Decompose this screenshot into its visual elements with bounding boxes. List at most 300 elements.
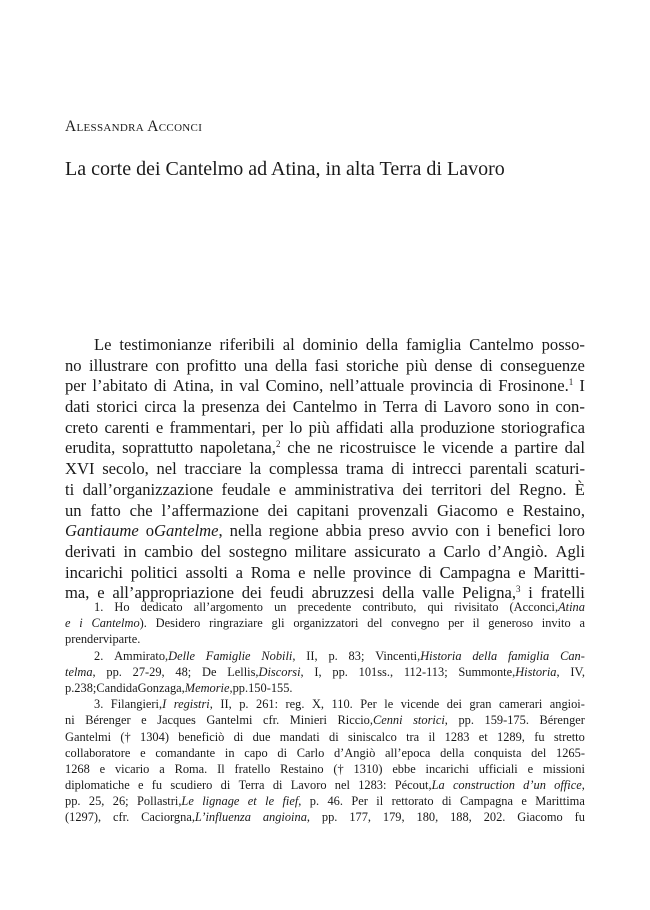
word: creto <box>65 417 99 437</box>
word: Cantelmo <box>292 397 358 417</box>
word: p. <box>309 794 320 809</box>
word: Cantelmo <box>469 335 534 354</box>
word: dei <box>402 479 423 499</box>
word: soprattutto <box>122 438 194 458</box>
word: 1289, <box>497 729 525 744</box>
word: 48; <box>175 664 192 679</box>
word: Ho <box>114 600 130 614</box>
word: della <box>472 648 498 663</box>
word: di <box>424 397 438 417</box>
body-line <box>65 335 585 356</box>
word: II, <box>220 697 232 712</box>
word: Filangieri,I <box>110 697 167 712</box>
word: reg. <box>285 697 305 712</box>
word: derivati <box>65 541 116 561</box>
word: 202. <box>483 810 506 825</box>
word: dal <box>564 438 585 458</box>
word: per <box>65 376 87 396</box>
body-line <box>65 542 585 563</box>
word: fasi <box>314 355 339 375</box>
word: p. <box>239 697 249 712</box>
word: di <box>277 745 288 760</box>
word: I <box>579 376 585 396</box>
word: dei <box>267 500 288 520</box>
word: e <box>278 479 287 499</box>
word: napoletana,$^2$ <box>199 438 281 458</box>
word: scudiero <box>170 778 213 793</box>
word: (Acconci,Atina <box>509 600 585 614</box>
word: 1. <box>94 600 104 614</box>
word: Terra <box>383 397 418 417</box>
word: partire <box>514 438 558 458</box>
word: a <box>579 616 585 631</box>
word: e <box>137 778 144 793</box>
word: ma, <box>65 583 90 603</box>
word: fief, <box>282 794 302 809</box>
word: gran <box>469 697 492 712</box>
word: e <box>521 794 527 809</box>
word: diplomatiche <box>65 778 130 793</box>
word: dense <box>434 355 473 375</box>
word: Roma <box>250 562 291 582</box>
word: Bérenger <box>85 713 131 728</box>
word: 188, <box>450 810 472 825</box>
footnote-line <box>65 761 585 777</box>
word: incarichi <box>65 562 124 582</box>
word: illustrare <box>88 355 148 375</box>
body-line <box>65 459 585 480</box>
word: i <box>528 583 533 603</box>
word: pp. <box>65 794 81 809</box>
word: II, <box>306 648 318 663</box>
word: office, <box>554 778 585 793</box>
word: Per <box>351 794 368 809</box>
word: 261: <box>256 697 279 712</box>
word: produzione <box>420 417 495 437</box>
word: ufficiali <box>478 761 518 776</box>
word: regione <box>268 521 319 541</box>
word: trama <box>345 459 384 479</box>
word: 27-29, <box>132 664 165 679</box>
word: nell’attuale <box>329 376 405 396</box>
word: Can- <box>560 648 585 663</box>
word: lignage <box>202 794 240 809</box>
word: alla <box>389 417 414 437</box>
word: IV, <box>570 664 585 679</box>
word: nel <box>156 459 177 479</box>
word: rettorato <box>391 794 434 809</box>
word: invito <box>541 616 571 631</box>
word: d’Angiò. <box>488 541 548 561</box>
word: a <box>159 761 165 776</box>
word: convegno <box>391 616 440 631</box>
word: 112-113; <box>403 664 448 679</box>
word: organizzatori <box>293 616 359 631</box>
footnote-line <box>65 745 585 761</box>
word: le <box>423 438 435 458</box>
word: profitto <box>186 355 237 375</box>
word: 3. <box>94 697 104 712</box>
body-line <box>65 501 585 522</box>
word: generoso <box>488 616 534 631</box>
word: nel <box>334 778 350 793</box>
word: con <box>155 355 180 375</box>
body-line <box>65 438 585 459</box>
word: ti <box>65 479 75 499</box>
word: e <box>97 583 105 603</box>
word: di <box>329 729 339 744</box>
word: erudita, <box>65 438 116 458</box>
word: Carlo <box>296 745 325 760</box>
word: (1297), <box>65 810 102 825</box>
footnotes <box>65 599 585 826</box>
word: dedicato <box>140 600 183 614</box>
word: a <box>500 438 508 458</box>
word: e <box>518 562 526 582</box>
word: Campagna <box>439 562 511 582</box>
word: incarichi <box>425 761 469 776</box>
body-line <box>65 418 585 439</box>
word: frammentari, <box>169 417 256 437</box>
word: Comino, <box>265 376 324 396</box>
word: Bérenger <box>539 713 585 728</box>
footnote-line <box>65 680 585 696</box>
word: politici <box>130 562 178 582</box>
word: ni <box>65 713 75 728</box>
word: d’un <box>523 778 546 793</box>
word: di <box>153 376 167 396</box>
word: qui <box>427 600 444 614</box>
word: lo <box>289 417 303 437</box>
word: e <box>298 562 306 582</box>
footnote-line <box>65 777 585 793</box>
word: pp. <box>332 664 348 679</box>
word: affidati <box>336 417 384 437</box>
word: che <box>287 438 311 458</box>
footnote-marker: 3 <box>516 584 521 595</box>
body-line <box>65 521 585 542</box>
word: 46. <box>327 794 343 809</box>
word: camerari <box>498 697 543 712</box>
word: 1310) <box>353 761 383 776</box>
body-line <box>65 376 585 397</box>
word: famiglia <box>507 648 550 663</box>
body-line <box>65 356 585 377</box>
word: per <box>261 417 284 437</box>
word: in <box>123 541 137 561</box>
word: vicende <box>400 697 440 712</box>
word: Jacques <box>157 713 196 728</box>
word: in <box>363 397 377 417</box>
word: ebbe <box>392 761 416 776</box>
word: Per <box>360 697 377 712</box>
word: missioni <box>542 761 585 776</box>
word: amministrativa <box>294 479 395 499</box>
word: 238; <box>74 680 97 695</box>
word: 159-175. <box>484 713 529 728</box>
word: I, <box>314 664 322 679</box>
word: assicurato <box>354 541 421 561</box>
word: storiche <box>346 355 399 375</box>
word: famiglia <box>405 335 462 354</box>
footnote-line <box>65 648 585 664</box>
word: conseguenze <box>500 355 585 375</box>
word: Gantelmi <box>65 729 112 744</box>
word: 150-155. <box>248 680 293 695</box>
word: storici <box>96 397 138 417</box>
word: e <box>65 616 71 631</box>
footnote-line <box>65 729 585 745</box>
word: abruzzesi <box>311 583 375 603</box>
word: 180, <box>416 810 439 825</box>
word: Desidero <box>155 616 201 631</box>
word: contributo, <box>362 600 417 614</box>
word: Regno. <box>518 479 567 499</box>
word: all’epoca <box>385 745 431 760</box>
body-line <box>65 480 585 501</box>
word: nelle <box>313 562 346 582</box>
word: angioina, <box>262 810 310 825</box>
word: 1283: <box>358 778 387 793</box>
word: della <box>365 335 399 354</box>
word: d’Angiò <box>333 745 376 760</box>
word: p. <box>65 680 75 695</box>
word: no <box>65 355 82 375</box>
word: di <box>479 355 493 375</box>
word: di <box>233 729 244 744</box>
word: Cantelmo). <box>91 616 147 631</box>
footnote-line <box>65 809 585 825</box>
word: stretto <box>553 729 585 744</box>
word: avvio <box>411 521 449 541</box>
footnote-line <box>65 631 585 647</box>
word: a <box>235 562 244 582</box>
word: con- <box>555 397 585 417</box>
word: all’argomento <box>193 600 263 614</box>
word: Maritti- <box>533 562 585 582</box>
word: il <box>376 794 384 809</box>
word: pp. <box>321 810 338 825</box>
word: vicende <box>441 438 494 458</box>
word: Terra <box>238 778 265 793</box>
article-title: La corte dei Cantelmo ad Atina, in alta Terra di Lavoro <box>65 158 505 180</box>
word: 25, <box>88 794 105 809</box>
word: l’affermazione <box>161 500 259 520</box>
word: parentali <box>469 459 528 479</box>
word: e <box>506 500 514 520</box>
word: rivisitato <box>454 600 499 614</box>
word: scaturi- <box>535 459 585 479</box>
word: più <box>406 355 428 375</box>
word: 83; <box>348 648 365 663</box>
word: Restaino <box>280 761 324 776</box>
word: cambio <box>144 541 194 561</box>
word: comandante <box>155 745 216 760</box>
word: X, <box>311 697 325 712</box>
word: conquista <box>473 745 522 760</box>
word: Carlo <box>443 541 481 561</box>
word: De <box>202 664 217 679</box>
word: presenza <box>201 397 260 417</box>
word: la <box>183 397 195 417</box>
word: 1283 <box>444 729 470 744</box>
body-paragraph <box>65 335 585 604</box>
word: Agli <box>555 541 585 561</box>
word: loro <box>558 521 585 541</box>
word: e <box>527 761 534 776</box>
word: 2. <box>94 648 104 663</box>
word: Campagna <box>459 794 513 809</box>
word: Frosinone.$^1$ <box>498 376 574 396</box>
body-line <box>65 563 585 584</box>
word: Giacomo <box>436 500 498 520</box>
author-name: Alessandra Acconci <box>65 118 203 135</box>
word: fu <box>151 778 163 793</box>
word: cfr. <box>113 810 130 825</box>
word: et <box>247 794 257 809</box>
word: assolti <box>185 562 228 582</box>
word: e <box>99 761 106 776</box>
word: dei <box>446 697 462 712</box>
word: testimonianze <box>119 335 212 354</box>
word: della <box>440 745 465 760</box>
word: Peligna,$^3$ <box>462 583 521 603</box>
word: collaboratore <box>65 745 131 760</box>
word: in <box>224 745 235 760</box>
word: angioi- <box>549 697 585 712</box>
word: secolo, <box>102 459 149 479</box>
body-line <box>65 397 585 418</box>
word: della <box>382 583 415 603</box>
word: intrecci <box>412 459 462 479</box>
word: del <box>531 745 547 760</box>
word: Lellis,Discorsi, <box>227 664 304 679</box>
word: pp. <box>232 680 249 695</box>
word: et <box>478 729 488 744</box>
word: Ammirato,Delle <box>114 648 195 663</box>
word: fu <box>534 729 545 744</box>
word: registri, <box>173 697 213 712</box>
word: beneficiò <box>178 729 225 744</box>
word: del <box>367 616 383 631</box>
word: Minieri <box>289 713 327 728</box>
word: feudi <box>269 583 304 603</box>
word: Marittima <box>535 794 585 809</box>
word: un <box>274 600 287 614</box>
word: ricostruisce <box>339 438 417 458</box>
word: 179, <box>382 810 405 825</box>
word: con <box>455 521 480 541</box>
footnote-line <box>65 615 585 631</box>
word: gli <box>271 616 285 631</box>
word: territori <box>431 479 482 499</box>
word: abbia <box>325 521 362 541</box>
word: val <box>239 376 260 396</box>
word: di <box>272 778 283 793</box>
word: Il <box>217 761 225 776</box>
word: fratello <box>234 761 271 776</box>
word: posso- <box>541 335 585 354</box>
word: storici, <box>413 713 448 728</box>
word: dati <box>65 397 90 417</box>
word: vicario <box>114 761 150 776</box>
word: Roma. <box>174 761 208 776</box>
word: il <box>428 729 436 744</box>
word: Restaino, <box>522 500 585 520</box>
word: XVI <box>65 459 95 479</box>
word: È <box>574 479 585 499</box>
word: che <box>129 500 153 520</box>
word: di <box>391 459 405 479</box>
word: ringraziare <box>209 616 263 631</box>
footnote-marker: 1 <box>568 377 574 388</box>
word: mandati <box>279 729 320 744</box>
word: 101ss., <box>358 664 394 679</box>
word: Pécout,La <box>394 778 445 793</box>
word: Vincenti,Historia <box>375 648 462 663</box>
footnote-line <box>65 712 585 728</box>
word: storiografica <box>501 417 585 437</box>
word: capo <box>244 745 268 760</box>
word: dominio <box>302 335 358 354</box>
word: provincia <box>410 376 473 396</box>
word: complessa <box>269 459 339 479</box>
word: 1265- <box>556 745 585 760</box>
word: Gonzaga,Memorie, <box>137 680 233 695</box>
word: 1304) <box>140 729 169 744</box>
word: di <box>418 562 432 582</box>
word: Pollastri,Le <box>137 794 194 809</box>
word: Lavoro <box>290 778 327 793</box>
word: († <box>333 761 344 776</box>
word: Lavoro <box>443 397 492 417</box>
word: a <box>428 541 436 561</box>
word: in <box>535 397 549 417</box>
word: benefici <box>497 521 552 541</box>
word: parte. <box>112 632 141 647</box>
word: construction <box>452 778 515 793</box>
word: e <box>141 713 147 728</box>
word: la <box>249 459 262 479</box>
word: tra <box>406 729 420 744</box>
footnote-line <box>65 664 585 680</box>
word: fu <box>574 810 585 825</box>
word: nella <box>229 521 262 541</box>
word: l’abitato <box>92 376 148 396</box>
word: feudale <box>221 479 271 499</box>
word: il <box>472 616 480 631</box>
word: di <box>441 794 452 809</box>
word: all’appropriazione <box>112 583 234 603</box>
word: Riccio,Cenni <box>337 713 403 728</box>
word: circa <box>144 397 177 417</box>
word: del <box>490 479 511 499</box>
word: pp. <box>106 664 122 679</box>
word: carenti <box>104 417 150 437</box>
word: sono <box>498 397 530 417</box>
word: Gantelmi <box>206 713 253 728</box>
word: e <box>140 745 146 760</box>
footnote-line <box>65 696 585 712</box>
footnote-line <box>65 599 585 615</box>
word: 1268 <box>65 761 90 776</box>
word: di <box>479 376 493 396</box>
word: Famiglie <box>205 648 251 663</box>
word: riferibili <box>219 335 275 354</box>
word: Giacomo <box>517 810 563 825</box>
word: preso <box>368 521 405 541</box>
word: militare <box>294 541 347 561</box>
